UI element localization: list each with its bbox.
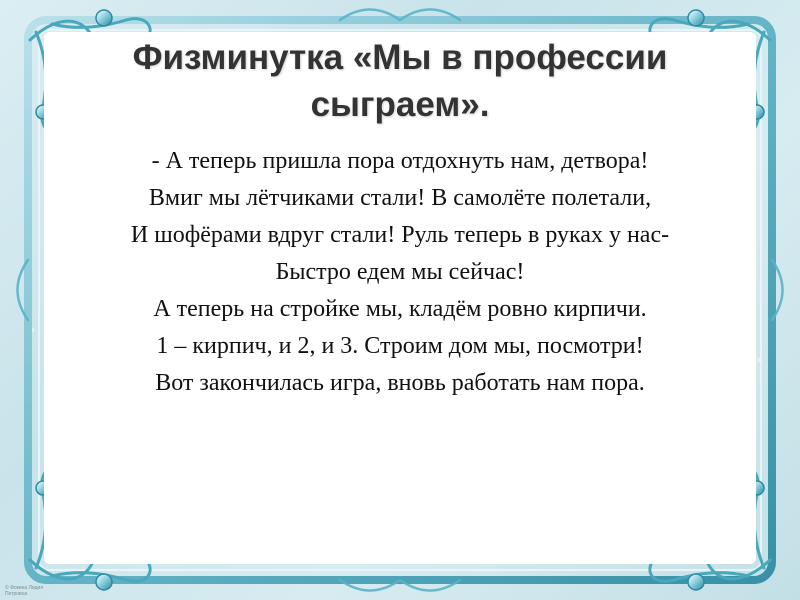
poem-line: Вмиг мы лётчиками стали! В самолёте полетали, <box>148 185 652 211</box>
copyright-note <box>5 585 75 597</box>
poem-text <box>58 143 742 402</box>
poem-line: 1 – кирпич, и 2, и 3. Строим дом мы, посмотри! <box>156 333 644 359</box>
poem-line: - А теперь пришла пора отдохнуть нам, детвора! <box>151 148 649 174</box>
copyright-line: Петровна <box>5 591 28 597</box>
poem-line: А теперь на стройке мы, кладём ровно кирпичи. <box>153 296 647 322</box>
poem-line: Вот закончилась игра, вновь работать нам пора. <box>155 370 645 396</box>
poem-line: Быстро едем мы сейчас! <box>275 259 525 285</box>
slide-title <box>58 34 742 128</box>
poem-line: И шофёрами вдруг стали! Руль теперь в руках у нас- <box>130 222 670 248</box>
title-line: Физминутка «Мы в профессии <box>132 38 668 77</box>
copyright-line: © Фокина Лидия <box>5 585 44 591</box>
title-line: сыграем». <box>310 85 490 124</box>
